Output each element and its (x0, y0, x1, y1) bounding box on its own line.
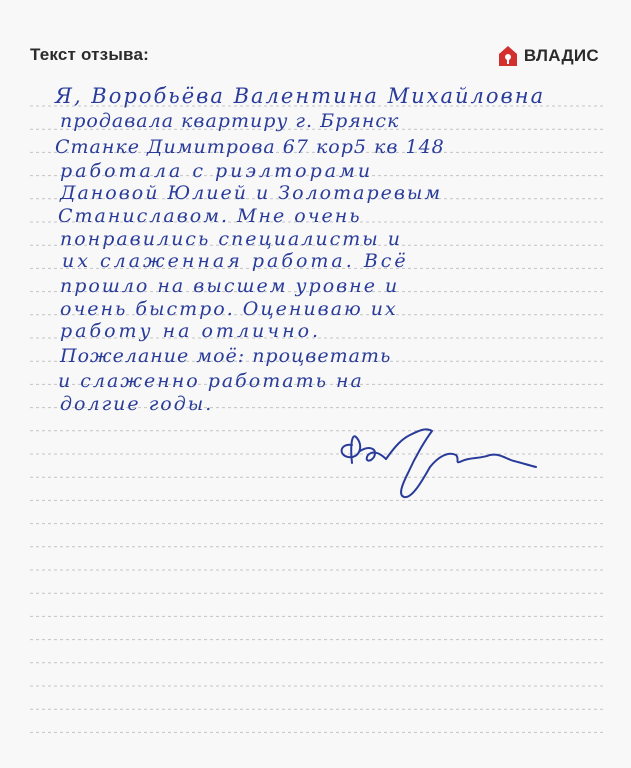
brand-name: ВЛАДИС (523, 46, 599, 65)
page-title: Текст отзыва: (30, 45, 149, 64)
signature (330, 415, 560, 515)
review-line: прошло на высшем уровне и (60, 275, 400, 297)
review-line: работала с риэлторами (60, 160, 374, 182)
review-line: очень быстро. Оцениваю их (60, 298, 398, 320)
review-line: Станиславом. Мне очень (58, 205, 362, 227)
review-line: и слаженно работать на (58, 370, 364, 392)
review-line: Я, Воробьёва Валентина Михайловна (55, 84, 546, 108)
review-line: работу на отлично. (60, 320, 322, 342)
review-line: Станке Димитрова 67 кор5 кв 148 (55, 136, 445, 158)
review-line: долгие годы. (60, 393, 214, 415)
review-line: их слаженная работа. Всё (62, 250, 409, 272)
review-line: продавала квартиру г. Брянск (60, 110, 400, 132)
review-line: понравились специалисты и (60, 228, 403, 250)
review-line: Пожелание моё: процветать (60, 345, 392, 367)
review-line: Дановой Юлией и Золотаревым (60, 182, 443, 204)
